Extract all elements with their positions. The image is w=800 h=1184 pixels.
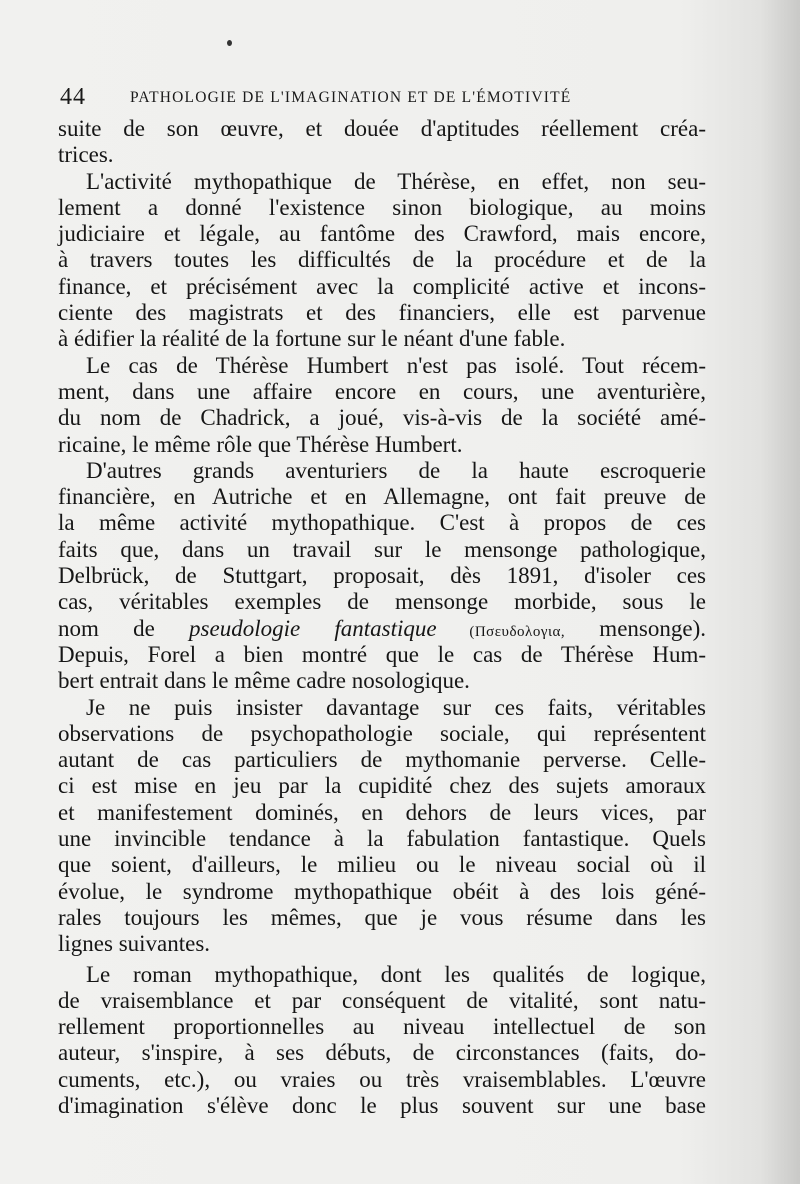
text-line: observations de psychopathologie sociale, qui représentent xyxy=(58,720,706,746)
text-line: bert entrait dans le même cadre nosologique. xyxy=(58,668,470,694)
text-line: Depuis, Forel a bien montré que le cas de Thérèse Hum- xyxy=(58,641,706,667)
text-line: autant de cas particuliers de mythomanie perverse. Celle- xyxy=(58,747,706,773)
text-line: faits que, dans un travail sur le mensonge pathologique, xyxy=(58,536,706,562)
text-line: évolue, le syndrome mythopathique obéit à des lois géné- xyxy=(58,878,706,904)
greek-term: (Πσευδολογια, xyxy=(436,623,566,640)
text-segment: nom de xyxy=(58,615,190,641)
text-line: ciente des magistrats et des financiers, elle est parvenue xyxy=(58,300,706,326)
text-line: finance, et précisément avec la complicité active et incons- xyxy=(58,273,706,299)
running-title: PATHOLOGIE DE L'IMAGINATION ET DE L'ÉMOTIVITÉ xyxy=(130,89,572,106)
text-line: Le cas de Thérèse Humbert n'est pas isolé. Tout récem- xyxy=(86,352,706,378)
text-line: du nom de Chadrick, a joué, vis-à-vis de la société amé- xyxy=(58,405,706,431)
text-line-with-term xyxy=(58,616,706,642)
text-segment: mensonge). xyxy=(565,615,706,641)
text-line: de vraisemblance et par conséquent de vitalité, sont natu- xyxy=(58,987,706,1013)
text-line: lignes suivantes. xyxy=(58,931,211,957)
text-line: et manifestement dominés, en dehors de leurs vices, par xyxy=(58,799,706,825)
text-line: L'activité mythopathique de Thérèse, en effet, non seu- xyxy=(86,168,706,194)
page-number: 44 xyxy=(60,84,86,110)
text-line: à travers toutes les difficultés de la procédure et de la xyxy=(58,247,706,273)
text-line: suite de son œuvre, et douée d'aptitudes réellement créa- xyxy=(58,116,706,141)
text-line: financière, en Autriche et en Allemagne, ont fait preuve de xyxy=(58,484,706,510)
body-text xyxy=(58,116,706,1119)
text-line: la même activité mythopathique. C'est à propos de ces xyxy=(58,510,706,536)
text-line: Je ne puis insister davantage sur ces faits, véritables xyxy=(86,694,706,720)
text-line: D'autres grands aventuriers de la haute escroquerie xyxy=(86,457,706,483)
text-line: trices. xyxy=(58,142,114,168)
text-line: une invincible tendance à la fabulation fantastique. Quels xyxy=(58,826,706,852)
text-line: cuments, etc.), ou vraies ou très vraisemblables. L'œuvre xyxy=(58,1066,706,1092)
text-line: auteur, s'inspire, à ses débuts, de circonstances (faits, do- xyxy=(58,1040,706,1066)
text-line: ci est mise en jeu par la cupidité chez des sujets amoraux xyxy=(58,773,706,799)
text-line: que soient, d'ailleurs, le milieu ou le niveau social où il xyxy=(58,852,706,878)
text-line: rellement proportionnelles au niveau intellectuel de son xyxy=(58,1014,706,1040)
ink-speck xyxy=(227,40,232,46)
italic-term: pseudologie fantastique xyxy=(189,615,437,641)
text-line: Le roman mythopathique, dont les qualités de logique, xyxy=(86,961,706,987)
page-header xyxy=(60,84,700,114)
text-line: d'imagination s'élève donc le plus souvent sur une base xyxy=(58,1092,706,1118)
text-line: lement a donné l'existence sinon biologique, au moins xyxy=(58,194,706,220)
text-line: ment, dans une affaire encore en cours, une aventurière, xyxy=(58,378,706,404)
text-line: rales toujours les mêmes, que je vous résume dans les xyxy=(58,904,706,930)
text-line: judiciaire et légale, au fantôme des Crawford, mais encore, xyxy=(58,221,706,247)
text-line: Delbrück, de Stuttgart, proposait, dès 1891, d'isoler ces xyxy=(58,563,706,589)
text-line: ricaine, le même rôle que Thérèse Humbert. xyxy=(58,431,463,457)
text-line: cas, véritables exemples de mensonge morbide, sous le xyxy=(58,589,706,615)
text-line: à édifier la réalité de la fortune sur le néant d'une fable. xyxy=(58,326,566,352)
